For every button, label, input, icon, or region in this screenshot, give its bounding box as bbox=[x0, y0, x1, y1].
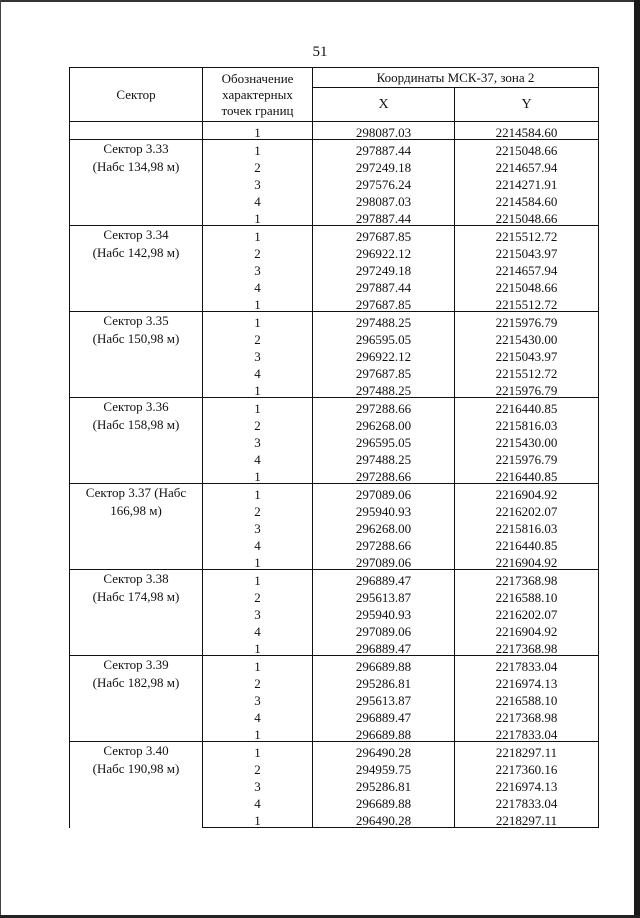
point-cell: 1 bbox=[203, 398, 313, 416]
y-cell: 2216202.07 bbox=[455, 501, 599, 518]
point-cell: 3 bbox=[203, 432, 313, 449]
point-cell: 1 bbox=[203, 810, 313, 828]
header-x: X bbox=[313, 88, 455, 122]
sector-name: Сектор 3.40 bbox=[103, 743, 169, 758]
point-cell: 1 bbox=[203, 638, 313, 656]
x-cell: 295613.87 bbox=[313, 690, 455, 707]
x-cell: 296595.05 bbox=[313, 432, 455, 449]
y-cell: 2214657.94 bbox=[455, 260, 599, 277]
point-cell: 4 bbox=[203, 449, 313, 466]
y-cell: 2216440.85 bbox=[455, 535, 599, 552]
x-cell: 296689.88 bbox=[313, 793, 455, 810]
point-cell: 1 bbox=[203, 570, 313, 588]
y-cell: 2215816.03 bbox=[455, 518, 599, 535]
point-cell: 1 bbox=[203, 656, 313, 674]
x-cell: 297089.06 bbox=[313, 552, 455, 570]
point-cell: 1 bbox=[203, 380, 313, 398]
x-cell: 296268.00 bbox=[313, 518, 455, 535]
point-cell: 1 bbox=[203, 466, 313, 484]
y-cell: 2216974.13 bbox=[455, 673, 599, 690]
point-cell: 4 bbox=[203, 621, 313, 638]
point-cell: 2 bbox=[203, 501, 313, 518]
x-cell: 297488.25 bbox=[313, 380, 455, 398]
y-cell: 2215048.66 bbox=[455, 277, 599, 294]
page-edge-top bbox=[0, 0, 640, 2]
point-cell: 3 bbox=[203, 346, 313, 363]
y-cell: 2215043.97 bbox=[455, 346, 599, 363]
y-cell: 2214584.60 bbox=[455, 191, 599, 208]
point-cell: 1 bbox=[203, 312, 313, 330]
x-cell: 298087.03 bbox=[313, 122, 455, 140]
y-cell: 2217833.04 bbox=[455, 656, 599, 674]
sector-height: (Набс 142,98 м) bbox=[92, 245, 180, 260]
y-cell: 2214657.94 bbox=[455, 157, 599, 174]
header-coordinates: Координаты МСК-37, зона 2 bbox=[313, 68, 599, 88]
y-cell: 2215976.79 bbox=[455, 380, 599, 398]
point-cell: 4 bbox=[203, 191, 313, 208]
point-cell: 1 bbox=[203, 742, 313, 760]
sector-height: (Набс 182,98 м) bbox=[92, 675, 180, 690]
x-cell: 297089.06 bbox=[313, 484, 455, 502]
x-cell: 296889.47 bbox=[313, 707, 455, 724]
y-cell: 2216440.85 bbox=[455, 398, 599, 416]
x-cell: 296689.88 bbox=[313, 724, 455, 742]
y-cell: 2217360.16 bbox=[455, 759, 599, 776]
point-cell: 3 bbox=[203, 174, 313, 191]
y-cell: 2218297.11 bbox=[455, 742, 599, 760]
point-cell: 2 bbox=[203, 759, 313, 776]
point-cell: 1 bbox=[203, 294, 313, 312]
header-point-designation bbox=[203, 68, 313, 122]
x-cell: 298087.03 bbox=[313, 191, 455, 208]
y-cell: 2215512.72 bbox=[455, 294, 599, 312]
point-cell: 3 bbox=[203, 260, 313, 277]
point-cell: 4 bbox=[203, 363, 313, 380]
sector-height: (Набс 158,98 м) bbox=[92, 417, 180, 432]
page-edge-right bbox=[634, 0, 640, 918]
point-cell: 2 bbox=[203, 329, 313, 346]
header-point-line3: точек границ bbox=[221, 102, 294, 118]
point-cell: 1 bbox=[203, 724, 313, 742]
y-cell: 2216904.92 bbox=[455, 621, 599, 638]
point-cell: 1 bbox=[203, 208, 313, 226]
table-row bbox=[70, 656, 599, 674]
x-cell: 297687.85 bbox=[313, 294, 455, 312]
sector-height: (Набс 150,98 м) bbox=[92, 331, 180, 346]
point-cell: 1 bbox=[203, 484, 313, 502]
y-cell: 2217833.04 bbox=[455, 724, 599, 742]
sector-name: Сектор 3.33 bbox=[103, 141, 169, 156]
sector-cell bbox=[70, 312, 203, 398]
y-cell: 2217368.98 bbox=[455, 570, 599, 588]
point-cell: 1 bbox=[203, 552, 313, 570]
y-cell: 2215048.66 bbox=[455, 208, 599, 226]
point-cell: 2 bbox=[203, 157, 313, 174]
sector-name: Сектор 3.34 bbox=[103, 227, 169, 242]
x-cell: 296889.47 bbox=[313, 638, 455, 656]
sector-name: Сектор 3.35 bbox=[103, 313, 169, 328]
y-cell: 2215976.79 bbox=[455, 449, 599, 466]
y-cell: 2215430.00 bbox=[455, 432, 599, 449]
table-row bbox=[70, 742, 599, 760]
sector-height: (Набс 174,98 м) bbox=[92, 589, 180, 604]
sector-cell bbox=[70, 570, 203, 656]
x-cell: 297887.44 bbox=[313, 140, 455, 158]
x-cell: 297249.18 bbox=[313, 157, 455, 174]
y-cell: 2216904.92 bbox=[455, 552, 599, 570]
y-cell: 2215048.66 bbox=[455, 140, 599, 158]
x-cell: 297687.85 bbox=[313, 363, 455, 380]
x-cell: 296889.47 bbox=[313, 570, 455, 588]
point-cell: 1 bbox=[203, 226, 313, 244]
y-cell: 2215976.79 bbox=[455, 312, 599, 330]
y-cell: 2216974.13 bbox=[455, 776, 599, 793]
y-cell: 2216904.92 bbox=[455, 484, 599, 502]
x-cell: 296268.00 bbox=[313, 415, 455, 432]
sector-name: Сектор 3.37 (Набс bbox=[85, 485, 187, 500]
x-cell: 295613.87 bbox=[313, 587, 455, 604]
point-cell: 4 bbox=[203, 707, 313, 724]
sector-height: 166,98 м) bbox=[110, 503, 162, 518]
x-cell: 297576.24 bbox=[313, 174, 455, 191]
x-cell: 294959.75 bbox=[313, 759, 455, 776]
sector-cell bbox=[70, 140, 203, 226]
point-cell: 4 bbox=[203, 277, 313, 294]
sector-cell bbox=[70, 398, 203, 484]
point-cell: 3 bbox=[203, 776, 313, 793]
sector-cell bbox=[70, 656, 203, 742]
point-cell: 3 bbox=[203, 518, 313, 535]
sector-cell bbox=[70, 484, 203, 570]
table-row bbox=[70, 312, 599, 330]
page-number: 51 bbox=[312, 44, 328, 60]
point-cell: 1 bbox=[203, 122, 313, 140]
header-y: Y bbox=[455, 88, 599, 122]
sector-height: (Набс 190,98 м) bbox=[92, 761, 180, 776]
x-cell: 297687.85 bbox=[313, 226, 455, 244]
y-cell: 2216202.07 bbox=[455, 604, 599, 621]
y-cell: 2218297.11 bbox=[455, 810, 599, 828]
point-cell: 2 bbox=[203, 673, 313, 690]
point-cell: 1 bbox=[203, 140, 313, 158]
point-cell: 3 bbox=[203, 690, 313, 707]
x-cell: 295286.81 bbox=[313, 673, 455, 690]
table-row-lead bbox=[70, 122, 599, 140]
table-body bbox=[70, 122, 599, 828]
y-cell: 2215043.97 bbox=[455, 243, 599, 260]
y-cell: 2215512.72 bbox=[455, 363, 599, 380]
y-cell: 2215816.03 bbox=[455, 415, 599, 432]
coordinates-table bbox=[69, 67, 599, 828]
x-cell: 297887.44 bbox=[313, 277, 455, 294]
x-cell: 297249.18 bbox=[313, 260, 455, 277]
y-cell: 2217368.98 bbox=[455, 707, 599, 724]
point-cell: 4 bbox=[203, 793, 313, 810]
y-cell: 2214584.60 bbox=[455, 122, 599, 140]
x-cell: 296922.12 bbox=[313, 243, 455, 260]
y-cell: 2216588.10 bbox=[455, 587, 599, 604]
table-row bbox=[70, 398, 599, 416]
sector-name: Сектор 3.38 bbox=[103, 571, 169, 586]
y-cell: 2216588.10 bbox=[455, 690, 599, 707]
x-cell: 297488.25 bbox=[313, 312, 455, 330]
x-cell: 296595.05 bbox=[313, 329, 455, 346]
x-cell: 297288.66 bbox=[313, 535, 455, 552]
header-point-line1: Обозначение bbox=[221, 70, 294, 86]
x-cell: 295940.93 bbox=[313, 501, 455, 518]
header-sector: Сектор bbox=[70, 68, 203, 122]
x-cell: 295940.93 bbox=[313, 604, 455, 621]
point-cell: 2 bbox=[203, 587, 313, 604]
point-cell: 2 bbox=[203, 243, 313, 260]
y-cell: 2214271.91 bbox=[455, 174, 599, 191]
y-cell: 2217833.04 bbox=[455, 793, 599, 810]
x-cell: 296689.88 bbox=[313, 656, 455, 674]
x-cell: 296490.28 bbox=[313, 810, 455, 828]
point-cell: 3 bbox=[203, 604, 313, 621]
sector-height: (Набс 134,98 м) bbox=[92, 159, 180, 174]
x-cell: 297288.66 bbox=[313, 466, 455, 484]
point-cell: 2 bbox=[203, 415, 313, 432]
x-cell: 295286.81 bbox=[313, 776, 455, 793]
y-cell: 2215430.00 bbox=[455, 329, 599, 346]
page-edge-left bbox=[0, 0, 1, 918]
sector-name: Сектор 3.36 bbox=[103, 399, 169, 414]
table-row bbox=[70, 140, 599, 158]
table-row bbox=[70, 570, 599, 588]
header-point-line2: характерных bbox=[222, 86, 293, 102]
sector-cell bbox=[70, 742, 203, 828]
x-cell: 296922.12 bbox=[313, 346, 455, 363]
x-cell: 297288.66 bbox=[313, 398, 455, 416]
x-cell: 296490.28 bbox=[313, 742, 455, 760]
y-cell: 2215512.72 bbox=[455, 226, 599, 244]
x-cell: 297887.44 bbox=[313, 208, 455, 226]
table-row bbox=[70, 484, 599, 502]
sector-cell bbox=[70, 226, 203, 312]
x-cell: 297488.25 bbox=[313, 449, 455, 466]
sector-name: Сектор 3.39 bbox=[103, 657, 169, 672]
y-cell: 2217368.98 bbox=[455, 638, 599, 656]
x-cell: 297089.06 bbox=[313, 621, 455, 638]
table-row bbox=[70, 226, 599, 244]
point-cell: 4 bbox=[203, 535, 313, 552]
y-cell: 2216440.85 bbox=[455, 466, 599, 484]
sector-cell-empty bbox=[70, 122, 203, 140]
